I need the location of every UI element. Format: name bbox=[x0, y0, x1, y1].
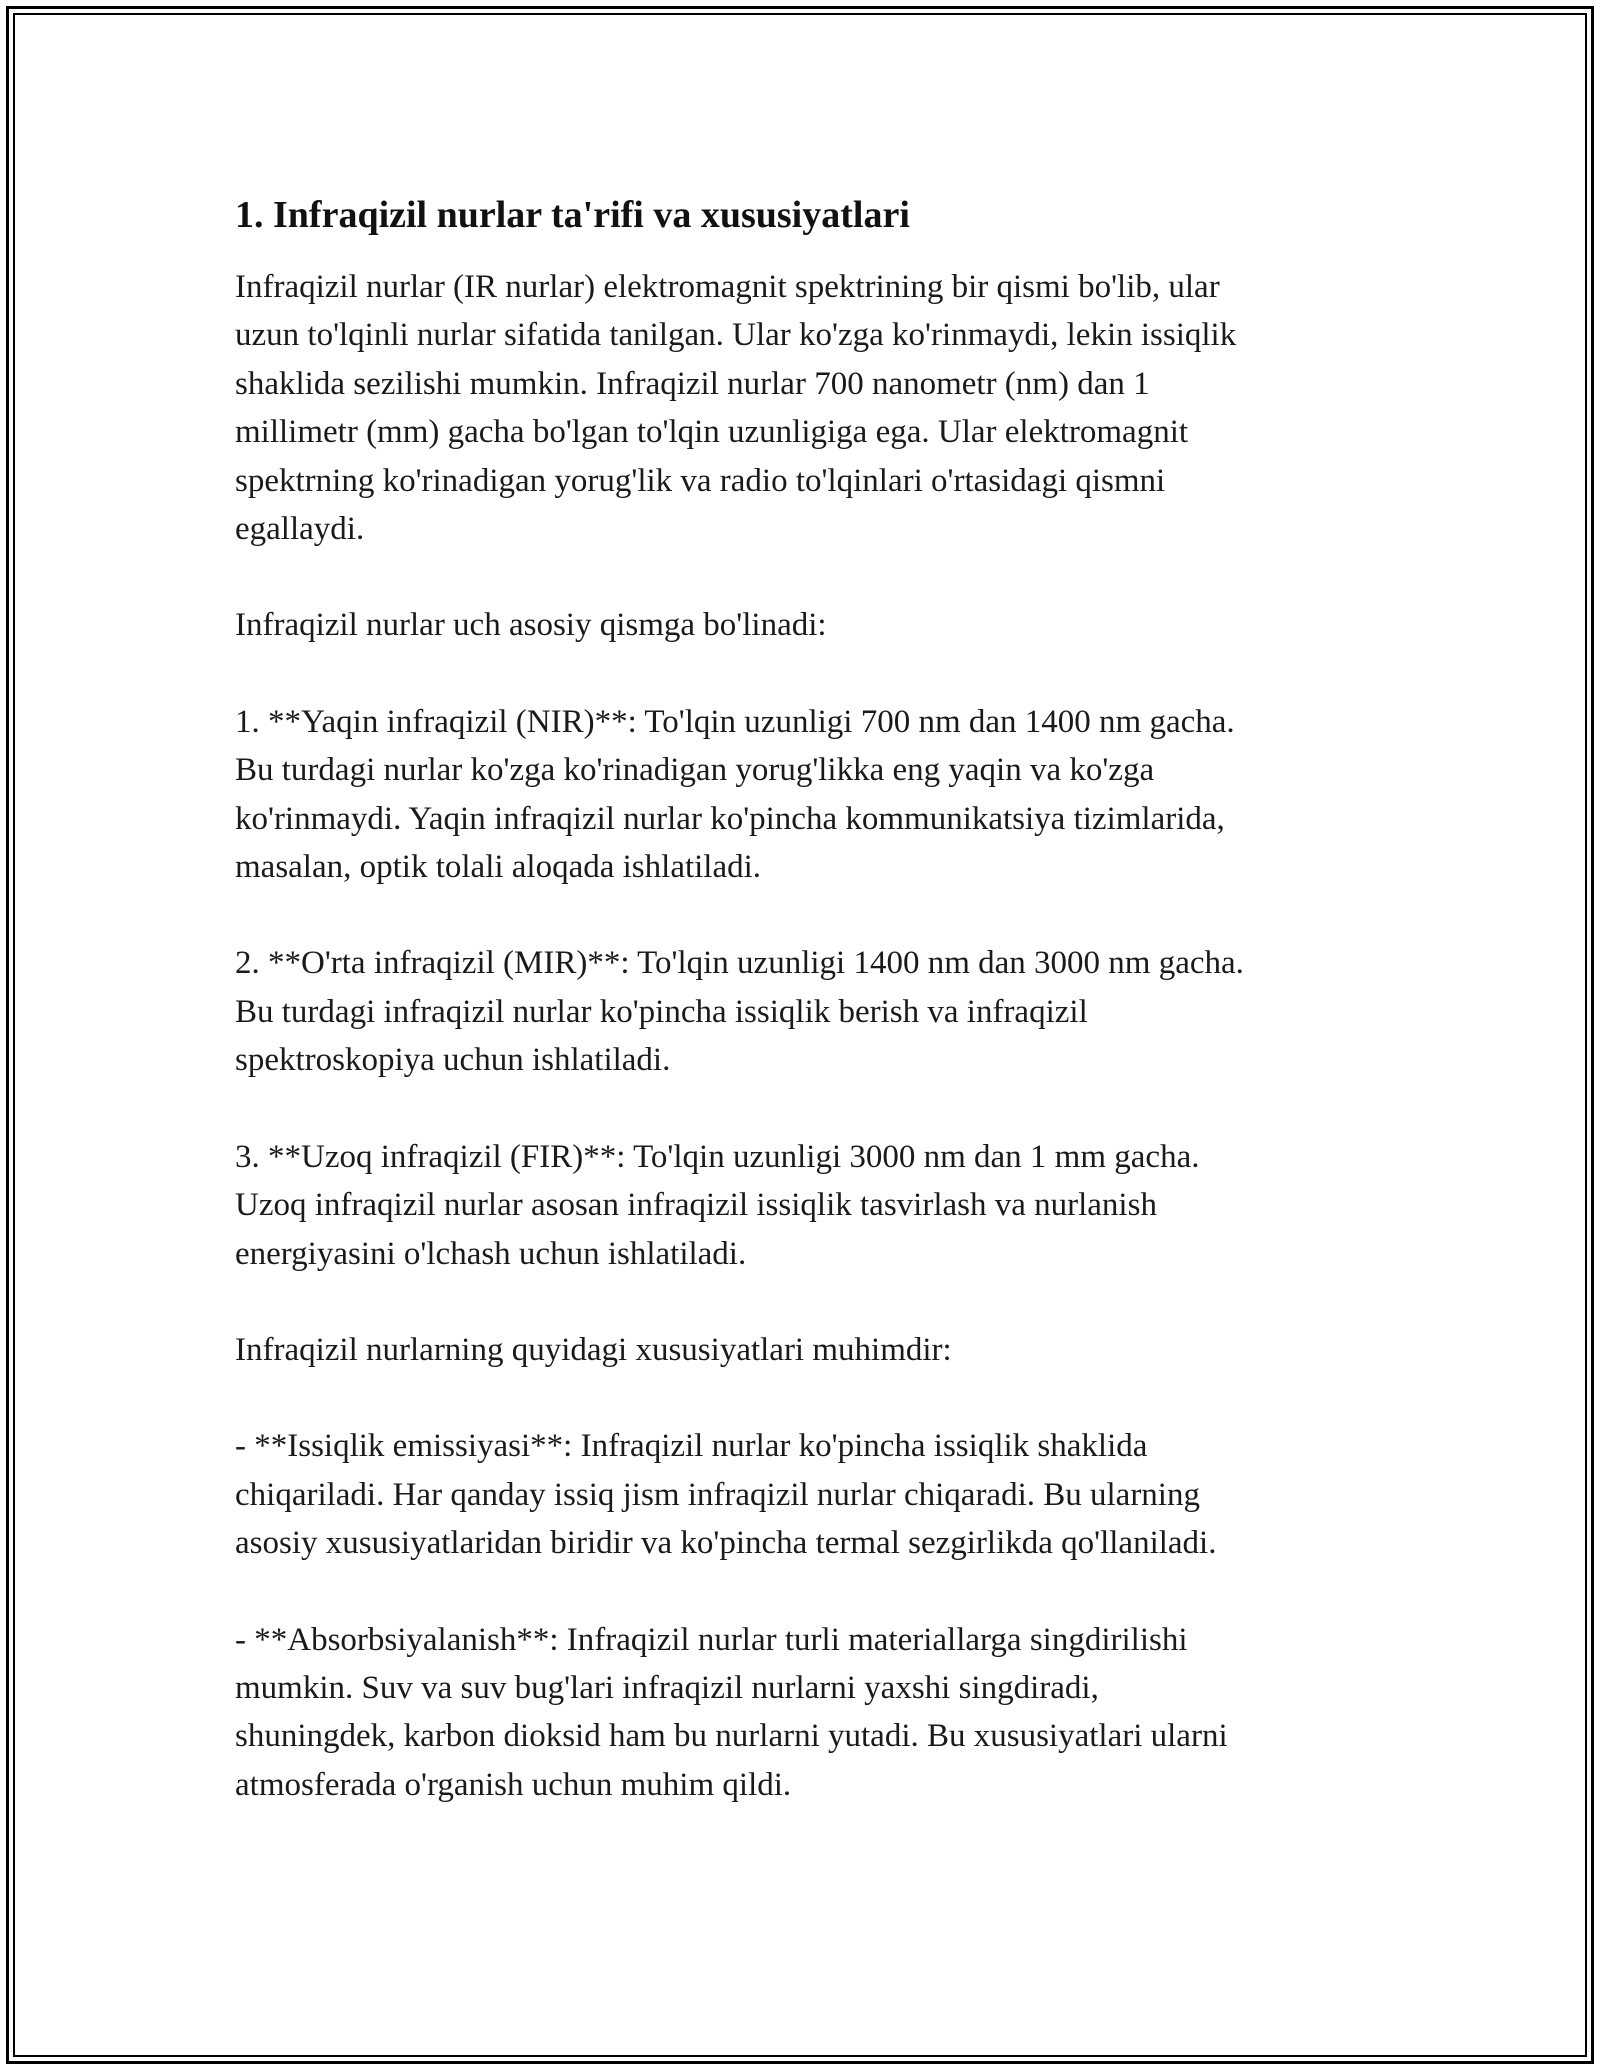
list-item-nir: 1. **Yaqin infraqizil (NIR)**: To'lqin uzunligi 700 nm dan 1400 nm gacha. Bu turdagi nurlar ko'zga ko'rinadigan yorug'likka eng yaqin va ko'zga ko'rinmaydi. Yaqin infraqizil nurlar ko'pincha kommunikatsiya tizimlarida, masalan, optik tolali aloqada ishlatiladi. bbox=[235, 703, 1235, 886]
document-body bbox=[235, 185, 1385, 1809]
parts-intro-paragraph: Infraqizil nurlar uch asosiy qismga bo'linadi: bbox=[235, 607, 827, 644]
section-heading: 1. Infraqizil nurlar ta'rifi va xususiyatlari bbox=[235, 194, 910, 236]
property-heat-emission: - **Issiqlik emissiyasi**: Infraqizil nurlar ko'pincha issiqlik shaklida chiqariladi. Har qanday issiq jism infraqizil nurlar chiqaradi. Bu ularning asosiy xususiyatlaridan biridir va ko'pincha termal sezgirlikda qo'llaniladi. bbox=[235, 1428, 1217, 1562]
intro-paragraph: Infraqizil nurlar (IR nurlar) elektromagnit spektrining bir qismi bo'lib, ular uzun to'lqinli nurlar sifatida tanilgan. Ular ko'zga ko'rinmaydi, lekin issiqlik shaklida sezilishi mumkin. Infraqizil nurlar 700 nanometr (nm) dan 1 millimetr (mm) gacha bo'lgan to'lqin uzunligiga ega. Ular elektromagnit spektrning ko'rinadigan yorug'lik va radio to'lqinlari o'rtasidagi qismni egallaydi. bbox=[235, 269, 1237, 548]
property-absorption: - **Absorbsiyalanish**: Infraqizil nurlar turli materiallarga singdirilishi mumkin. Suv va suv bug'lari infraqizil nurlarni yaxshi singdiradi, shuningdek, karbon dioksid ham bu nurlarni yutadi. Bu xususiyatlari ularni atmosferada o'rganish uchun muhim qildi. bbox=[235, 1621, 1228, 1803]
properties-intro-paragraph: Infraqizil nurlarning quyidagi xususiyatlari muhimdir: bbox=[235, 1331, 952, 1368]
list-item-fir: 3. **Uzoq infraqizil (FIR)**: To'lqin uzunligi 3000 nm dan 1 mm gacha. Uzoq infraqizil nurlar asosan infraqizil issiqlik tasvirlash va nurlanish energiyasini o'lchash uchun ishlatiladi. bbox=[235, 1138, 1200, 1272]
list-item-mir: 2. **O'rta infraqizil (MIR)**: To'lqin uzunligi 1400 nm dan 3000 nm gacha. Bu turdagi infraqizil nurlar ko'pincha issiqlik berish va infraqizil spektroskopiya uchun ishlatiladi. bbox=[235, 945, 1244, 1079]
